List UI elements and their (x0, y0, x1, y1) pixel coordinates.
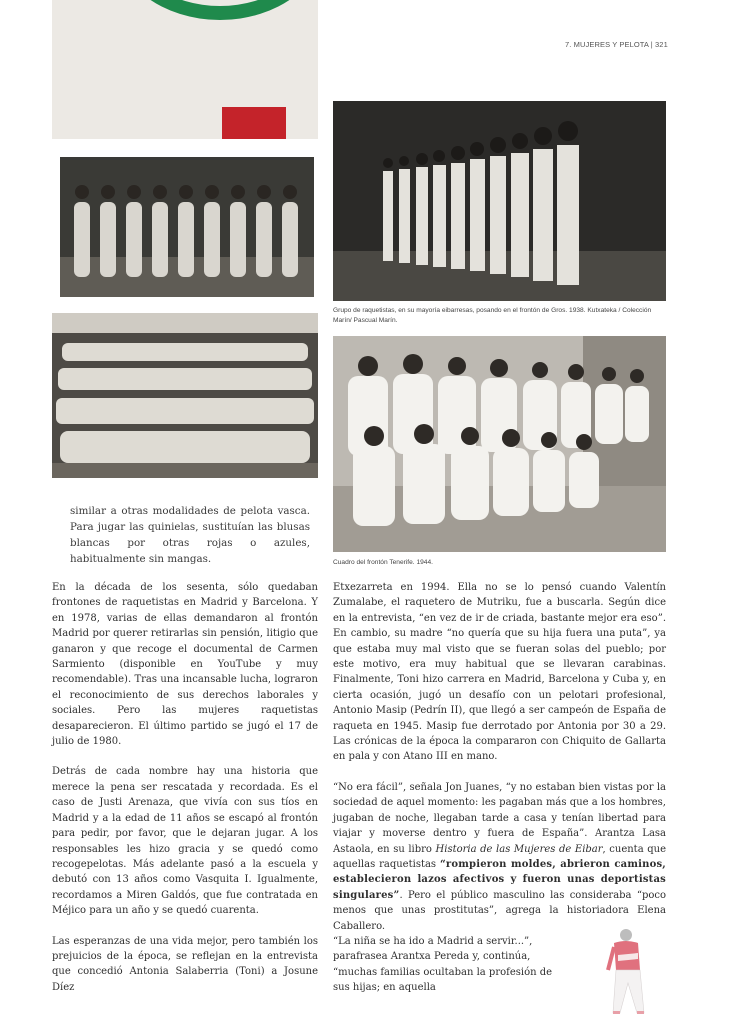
page-number: 321 (655, 40, 668, 49)
caption-gros: Grupo de raquetistas, en su mayoría eibarresas, posando en el frontón de Gros. 1938. Kutxateka / Colección Marín/ Pascual Marín. (333, 307, 652, 324)
poster-image (52, 0, 318, 139)
column-1 (52, 580, 318, 1010)
text-run: . Pero el público masculino las consideraba “poco menos que unas prostitutas”, agrega la historiadora Elena Caballero. (333, 889, 666, 932)
running-header (565, 40, 668, 49)
player-illustration (604, 925, 654, 1020)
red-block-shape (222, 107, 286, 139)
chapter-title: 7. MUJERES Y PELOTA (565, 40, 649, 49)
bold-quote: “rompieron moldes, abrieron caminos, establecieron lazos afectivos y fueron unas deportistas singulares” (333, 858, 666, 901)
paragraph: Las esperanzas de una vida mejor, pero también los prejuicios de la época, se reflejan en la entrevista que concedió Antonia Salaberria (Toni) a Josune Díez (52, 935, 318, 993)
text-run: “No era fácil”, señala Jon Juanes, “y no estaban bien vistas por la sociedad de aquel momento: les pagaban más que a los hombres, jugaban de noche, llegaban tarde a casa y tenían libertad para viajar y moverse dentro y fuera de España”. Arantza Lasa Astaola, en su libro (333, 781, 666, 855)
photo-tenerife-fronton (333, 336, 666, 552)
text-run: , cuenta que aquellas raquetistas (333, 843, 666, 870)
book-title: Historia de las Mujeres de Eibar (435, 843, 603, 855)
green-ring-shape (115, 0, 318, 20)
paragraph (333, 780, 666, 934)
paragraph: Detrás de cada nombre hay una historia que merece la pena ser rescatada y recordada. Es el caso de Justi Arenaza, que vivía con sus tíos en Madrid y a la edad de 11 años se escapó al frontón para pedir, por favor, que le dejaran jugar. A los responsables les hizo gracia y se quedó como recogepelotas. Más adelante pasó a la escuela y debutó con 13 años como Vasquita I. Igualmente, recordamos a Miren Galdós, que fue contratada en Méjico para un año y se quedó cuarenta. (52, 766, 318, 917)
header-separator: | (648, 40, 656, 49)
photo-raquetistas-row (60, 157, 314, 297)
paragraph: En la década de los sesenta, sólo quedaban frontones de raquetistas en Madrid y Barcelona. Y en 1978, varias de ellas demandaron al frontón Madrid por querer retirarlas sin pensión, litigio que ganaron y que recoge el documental de Carmen Sarmiento (disponible en YouTube y muy recomendable). Tras una incansable lucha, lograron el reconocimiento de sus derechos laborales y sociales. Pero las mujeres raquetistas desaparecieron. El último partido se jugó el 17 de julio de 1980. (52, 582, 318, 748)
pull-text: similar a otras modalidades de pelota vasca. Para jugar las quinielas, sustituían las blusas blancas por otras rojas o azules, habitualmente sin mangas. (70, 505, 310, 565)
photo-raquetistas-group (52, 313, 318, 478)
photo-gros-fronton (333, 101, 666, 301)
paragraph: “La niña se ha ido a Madrid a servir...”, parafrasea Arantxa Pereda y, continúa, “muchas familias ocultaban la profesión de sus hijas; en aquella (333, 935, 553, 994)
paragraph: Etxezarreta en 1994. Ella no se lo pensó cuando Valentín Zumalabe, el raquetero de Mutriku, fue a buscarla. Según dice en la entrevista, “en vez de ir de criada, bastante mejor era eso”. En cambio, su madre “no quería que su hija fuera una puta”, ya que estaba muy mal visto que se fueran solas del pueblo; por este motivo, era muy habitual que se llevaran carabinas. Finalmente, Toni hizo carrera en Madrid, Barcelona y Cuba y, en cierta ocasión, jugó un desafío con un pelotari profesional, Antonio Masip (Pedrín II), que llegó a ser campeón de España de raqueta en 1945. Masip fue derrotado por Antonia por 30 a 29. Las crónicas de la época la compararon con Chiquito de Gallarta en pala y con Atano III en mano. (333, 582, 666, 763)
caption-tenerife: Cuadro del frontón Tenerife. 1944. (333, 559, 433, 566)
